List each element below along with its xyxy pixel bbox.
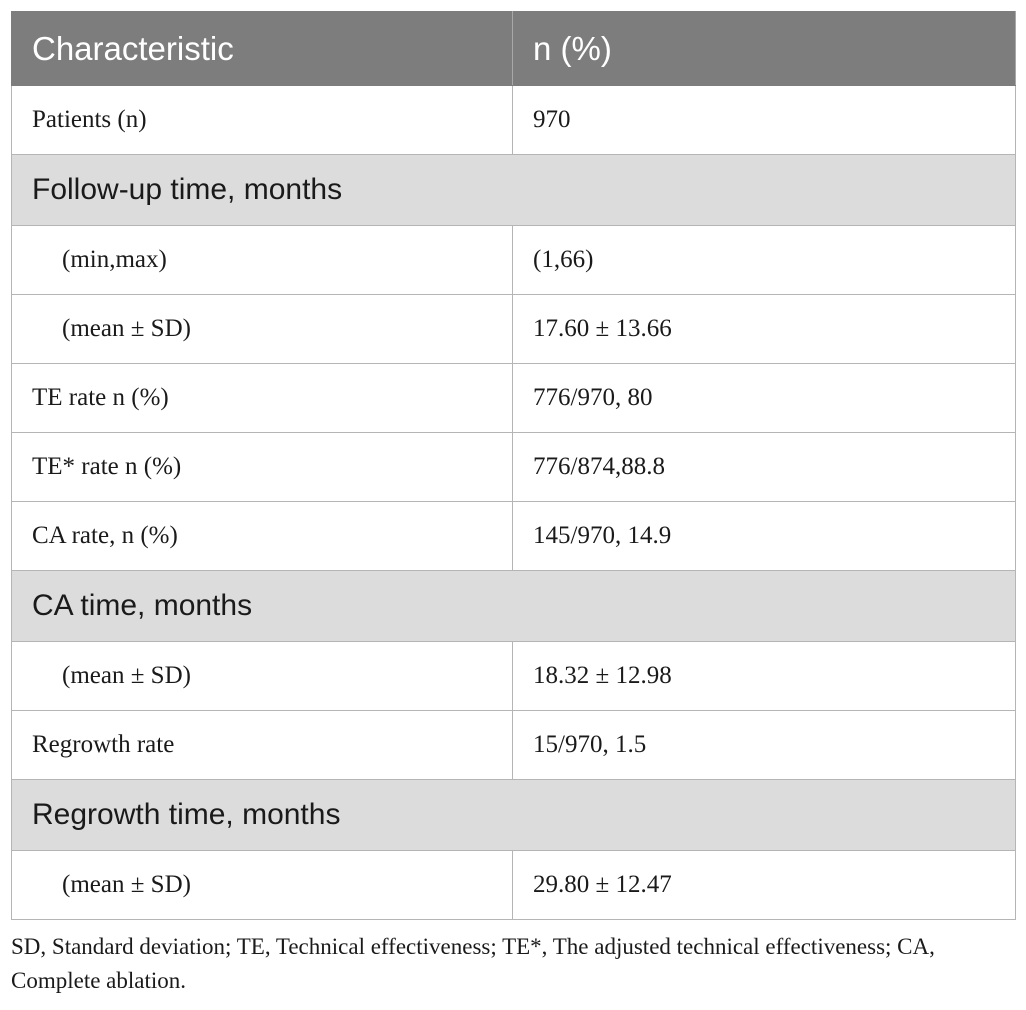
row-value: 15/970, 1.5 [513, 711, 1016, 780]
row-label: Patients (n) [12, 86, 513, 155]
section-row [12, 155, 1016, 226]
section-row [12, 571, 1016, 642]
row-label: (min,max) [12, 226, 513, 295]
section-label: Follow-up time, months [12, 155, 1016, 226]
row-label: (mean ± SD) [12, 642, 513, 711]
column-header-n-percent: n (%) [513, 12, 1016, 86]
results-table-container [11, 11, 1015, 920]
table-header [12, 12, 1016, 86]
row-label: CA rate, n (%) [12, 502, 513, 571]
row-value: 776/874,88.8 [513, 433, 1016, 502]
table-row [12, 711, 1016, 780]
row-value: 970 [513, 86, 1016, 155]
table-footnote: SD, Standard deviation; TE, Technical effectiveness; TE*, The adjusted technical effectiveness; CA, Complete ablation. [11, 934, 935, 993]
header-row [12, 12, 1016, 86]
row-label: (mean ± SD) [12, 295, 513, 364]
section-label: CA time, months [12, 571, 1016, 642]
table-row [12, 364, 1016, 433]
table-row [12, 851, 1016, 920]
section-label: Regrowth time, months [12, 780, 1016, 851]
row-value: (1,66) [513, 226, 1016, 295]
column-header-characteristic: Characteristic [12, 12, 513, 86]
table-row [12, 86, 1016, 155]
table-row [12, 295, 1016, 364]
row-value: 145/970, 14.9 [513, 502, 1016, 571]
row-value: 17.60 ± 13.66 [513, 295, 1016, 364]
row-value: 776/970, 80 [513, 364, 1016, 433]
row-label: Regrowth rate [12, 711, 513, 780]
table-body [12, 86, 1016, 920]
row-label: TE* rate n (%) [12, 433, 513, 502]
results-table [11, 11, 1016, 920]
table-row [12, 226, 1016, 295]
table-row [12, 502, 1016, 571]
row-label: TE rate n (%) [12, 364, 513, 433]
table-row [12, 642, 1016, 711]
row-value: 18.32 ± 12.98 [513, 642, 1016, 711]
table-row [12, 433, 1016, 502]
row-label: (mean ± SD) [12, 851, 513, 920]
section-row [12, 780, 1016, 851]
row-value: 29.80 ± 12.47 [513, 851, 1016, 920]
